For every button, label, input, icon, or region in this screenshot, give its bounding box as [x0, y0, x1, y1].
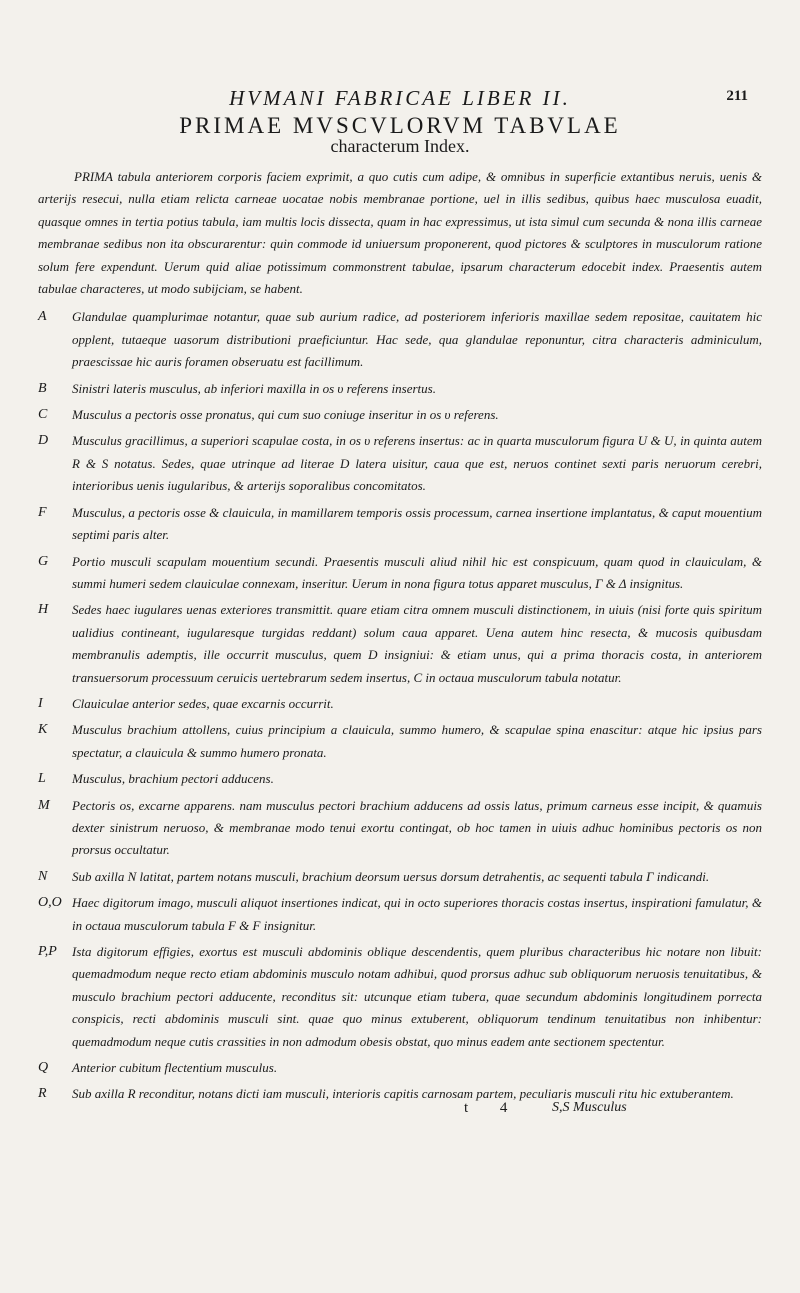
entry-text: Ista digitorum effigies, exortus est musculi abdominis oblique descendentis, quem pluribus characteribus hic notare non libuit: quemadmodum neque recto etiam abdominis musculo notam adhibui, quod prorsus adhuc sub obliquorum neruosis tenuitatibus, & musculo brachium pectori adducente, reconditus sit: utcunque etiam tubera, quae secundum abdominis longitudinem porrecta conspicis, recti abdominis musculi sint. quae quo minus extuberent, obliquorum tendinum tenuitatibus non inhibentur: quemadmodum neque cutis crassities in non admodum obesis obstat, quo minus eadem ante sectionem spectentur. [72, 944, 762, 1049]
entry-marker: C [38, 407, 48, 423]
entry-text: Musculus, brachium pectori adducens. [72, 771, 274, 787]
page-footer [0, 1100, 800, 1124]
character-index-list [38, 306, 762, 1105]
index-entry [38, 795, 762, 862]
entry-text: Portio musculi scapulam mouentium secundi. Praesentis musculi aliud nihil hic est conspicuum, quam quod in clauiculam, & summi humeri sedem clauiculae connexam, inseritur. Uerum in nona figura totus apparet musculus, Γ & Δ insignitus. [72, 553, 762, 591]
index-entry [38, 1057, 762, 1079]
index-entry [38, 599, 762, 689]
index-entry [38, 378, 762, 400]
entry-marker: F [38, 504, 47, 520]
entry-text: Sedes haec iugulares uenas exteriores transmittit. quare etiam citra omnem musculi distinctionem, in uiuis (nisi forte quis spiritum ualidius contineant, iugularesque turgidas reddant) solum caua apparet. Uena autem hinc resecta, & mucosis quibusdam membranulis ademptis, ille occurrit musculus, quem D insigniui: & etiam unus, qui a prima thoracis costa, in anteriorem transuersorum processuum ceruicis uertebrarum sedem insertus, C in octaua musculorum tabula notatur. [72, 602, 762, 685]
entry-text: Sinistri lateris musculus, ab inferiori maxilla in os υ referens insertus. [72, 380, 436, 396]
entry-text: Haec digitorum imago, musculi aliquot insertiones indicat, qui in octo superiores thoracis costas insertus, inspirationi famulatur, & in octaua musculorum tabula F & F insignitur. [72, 895, 762, 933]
entry-marker: I [38, 695, 43, 711]
index-entry [38, 306, 762, 373]
intro-paragraph: PRIMA tabula anteriorem corporis faciem exprimit, a quo cutis cum adipe, & omnibus in superficie extantibus neruis, uenis & arterijs resecui, nulla etiam relicta carneae uocatae nobis membranae portione, uel in illis sedibus, quibus haec musculosa euadit, quasque omnes in tertia potius tabula, iam multis locis dissecta, quam in hac expressimus, ut ista simul cum secunda & nona illis carneae membranae sedibus non ita obscurarentur: quin commode id uniuersum proponerent, quod pictores & sculptores in musculorum ratione solum fere expendunt. Uerum quid aliae potissimum commonstrent tabulae, ipsarum characterum edocebit index. Praesentis autem tabulae characteres, ut modo subijciam, se habent. [38, 169, 762, 297]
catchword: S,S Musculus [552, 1100, 627, 1115]
entry-marker: O,O [38, 895, 62, 911]
entry-text: Pectoris os, excarne apparens. nam musculus pectori brachium adducens ad ossis latus, primum carneus esse incipit, & quamuis dexter sinistrum neruoso, & membranae modo tenui exortu contingat, ob hoc tamen in uiuis adhuc hominibus pectoris os non prorsus occultatur. [72, 797, 762, 858]
entry-marker: M [38, 797, 50, 813]
index-entry [38, 404, 762, 426]
entry-text: Musculus a pectoris osse pronatus, qui cum suo coniuge inseritur in os υ referens. [72, 407, 499, 423]
running-head: HVMANI FABRICAE LIBER II. [229, 86, 571, 110]
index-entry [38, 892, 762, 937]
entry-marker: Q [38, 1060, 49, 1076]
page-number: 211 [726, 88, 748, 104]
index-entry [38, 551, 762, 596]
entry-text: Sub axilla N latitat, partem notans musculi, brachium deorsum uersus dorsum detrahentis, ac sequenti tabula Γ indicandi. [72, 868, 710, 884]
entry-marker: G [38, 553, 49, 569]
index-entry [38, 693, 762, 715]
entry-marker: L [38, 771, 46, 787]
entry-marker: R [38, 1086, 47, 1102]
entry-marker: N [38, 868, 48, 884]
index-entry [38, 866, 762, 888]
entry-text: Musculus gracillimus, a superiori scapulae costa, in os υ referens insertus: ac in quarta musculorum figura U & U, in quinta autem R & S notatus. Sedes, quae utrinque ad literae D latera uisitur, caua que est, neruos continet sexti paris neruorum cerebri, interioribus uenis iugularibus, & arterijs soporalibus concomitatos. [72, 433, 762, 494]
entry-marker: A [38, 309, 47, 325]
signature-mark: t 4 [464, 1100, 522, 1116]
entry-marker: B [38, 380, 47, 396]
entry-text: Sub axilla R reconditur, notans dicti iam musculi, interioris capitis carnosam partem, peculiaris musculi ritu hic extuberantem. [72, 1086, 734, 1102]
page-title: PRIMAE MVSCVLORVM TABVLAE [179, 113, 621, 138]
entry-text: Musculus, a pectoris osse & clauicula, in mamillarem temporis ossis processum, carnea insertione implantatus, & caput mouentium septimi paris alter. [72, 504, 762, 543]
entry-marker: H [38, 602, 49, 618]
page-subtitle: characterum Index. [330, 136, 470, 156]
index-entry [38, 719, 762, 764]
index-entry [38, 502, 762, 547]
entry-text: Glandulae quamplurimae notantur, quae sub aurium radice, ad posteriorem inferioris maxillae sedem repositae, cauitatem hic opplent, tutaeque uasorum distributioni praeficiuntur. Hac sede, qua glandulae reponuntur, citra characteris adminiculum, praescissae hic auris foramen obseruatu est facillimum. [72, 309, 762, 370]
entry-text: Anterior cubitum flectentium musculus. [72, 1060, 278, 1076]
index-entry [38, 430, 762, 497]
index-entry [38, 941, 762, 1053]
entry-marker: D [38, 433, 49, 449]
text-body [38, 166, 762, 1110]
entry-marker: K [38, 722, 48, 738]
entry-text: Clauiculae anterior sedes, quae excarnis occurrit. [72, 695, 334, 711]
entry-text: Musculus brachium attollens, cuius principium a clauicula, summo humero, & scapulae spina enascitur: atque hic ipsius pars spectatur, a clauicula & summo humero pronata. [72, 722, 762, 760]
entry-marker: P,P [38, 944, 57, 959]
index-entry [38, 768, 762, 790]
